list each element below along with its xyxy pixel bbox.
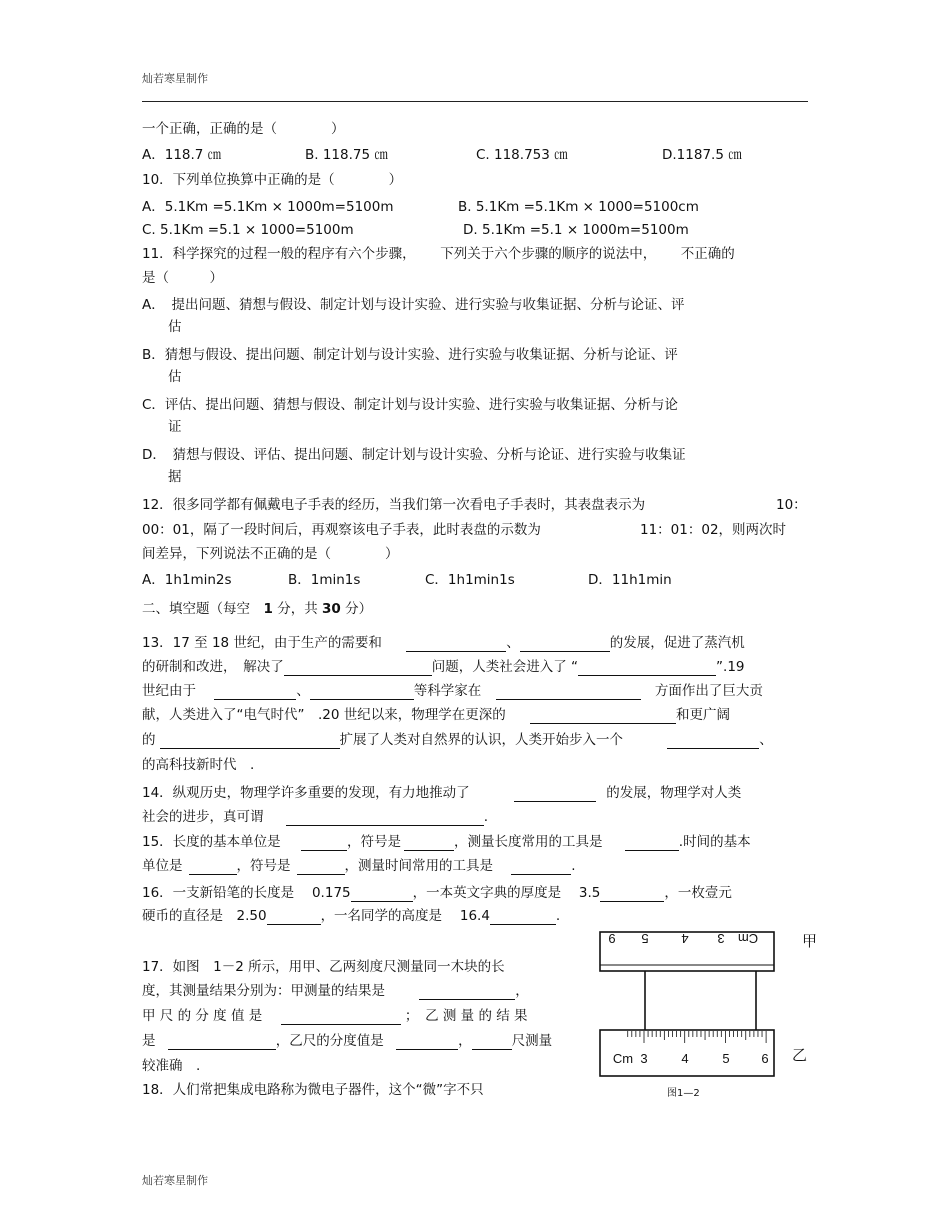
q17-line1: 17．如图 1－2 所示，用甲、乙两刻度尺测量同一木块的长 — [142, 959, 505, 975]
q11-option-c-cont: 证 — [168, 419, 182, 435]
q16-text: ，一名同学的高度是 16.4 — [320, 908, 490, 924]
q13-text: 的研制和改进， 解决了 — [142, 659, 284, 675]
q11-option-b-cont: 估 — [168, 369, 182, 385]
blank[interactable] — [511, 859, 571, 875]
q13-text: 13．17 至 18 世纪，由于生产的需要和 — [142, 635, 382, 651]
header-rule — [142, 101, 808, 102]
q13-line6: 的高科技新时代 . — [142, 757, 255, 773]
q15-text: . — [571, 858, 576, 874]
blank[interactable] — [396, 1034, 458, 1050]
q13-text: 问题，人类社会进入了 “ — [431, 659, 579, 675]
blank[interactable] — [578, 660, 716, 676]
blank[interactable] — [490, 909, 556, 925]
blank[interactable] — [530, 708, 676, 724]
ruler-a-tick-label: 5 — [641, 931, 649, 946]
blank[interactable] — [496, 684, 641, 700]
q17-text: ，乙尺的分度值是 — [275, 1033, 384, 1049]
q17-text: 是 — [142, 1033, 156, 1049]
q17-text: ； 乙 测 量 的 结 果 — [404, 1008, 528, 1024]
ruler-a-label: 甲 — [802, 932, 818, 950]
blank[interactable] — [214, 684, 296, 700]
q9-stem: 一个正确，正确的是（ ） — [142, 121, 345, 137]
q16-line2 — [142, 907, 560, 925]
q12-option-b: B．1min1s — [288, 572, 361, 588]
q13-sep: 、 — [506, 635, 520, 651]
q10-option-a: A．5.1Km =5.1Km × 1000m=5100m — [142, 199, 394, 215]
q11-option-d-cont: 据 — [168, 469, 182, 485]
q15-text: ，符号是 — [346, 834, 401, 850]
q15-line1 — [142, 833, 751, 851]
blank[interactable] — [404, 835, 454, 851]
ruler-b-tick-label: 4 — [681, 1051, 689, 1066]
q12-stem-time1: 10： — [776, 497, 807, 513]
q13-line4 — [142, 706, 730, 724]
q11-option-b: B．猜想与假设、提出问题、制定计划与设计实验、进行实验与收集证据、分析与论证、评 — [142, 347, 678, 363]
q17-line2 — [142, 982, 529, 1000]
q13-text: 方面作出了巨大贡 — [654, 683, 763, 699]
q9-option-c: C. 118.753 ㎝ — [476, 147, 568, 163]
q13-text: 的发展，促进了蒸汽机 — [609, 635, 745, 651]
q17-text: ， — [515, 983, 529, 999]
ruler-a-tick-label: 3 — [717, 931, 725, 946]
q11-stem-cont: 是（ ） — [142, 270, 223, 286]
section-2-post: 分） — [340, 601, 373, 617]
blank[interactable] — [189, 859, 237, 875]
header-author: 灿若寒星制作 — [142, 72, 208, 85]
q12-stem-line2: 00：01，隔了一段时间后，再观察该电子手表，此时表盘的示数为 — [142, 522, 541, 538]
q14-text: 的发展，物理学对人类 — [606, 785, 742, 801]
q10-stem: 10．下列单位换算中正确的是（ ） — [142, 172, 403, 188]
blank[interactable] — [520, 636, 610, 652]
q18-line1: 18．人们常把集成电路称为微电子器件，这个“微”字不只 — [142, 1082, 484, 1098]
q13-line2 — [142, 658, 745, 676]
q14-text: 14．纵观历史，物理学许多重要的发现，有力地推动了 — [142, 785, 470, 801]
blank[interactable] — [267, 909, 321, 925]
blank[interactable] — [351, 886, 413, 902]
ruler-b-label: 乙 — [792, 1046, 808, 1064]
blank[interactable] — [667, 733, 759, 749]
blank[interactable] — [472, 1034, 512, 1050]
ruler-a-tick-label: 4 — [681, 931, 689, 946]
blank[interactable] — [168, 1034, 276, 1050]
q16-line1 — [142, 884, 732, 902]
blank[interactable] — [284, 660, 432, 676]
q13-line5 — [142, 731, 773, 749]
q11-option-a-cont: 估 — [168, 319, 182, 335]
q13-text: 世纪由于 — [142, 683, 196, 699]
blank[interactable] — [600, 886, 664, 902]
ruler-b-tick-label: 3 — [640, 1051, 648, 1066]
q12-stem-time2: 11：01：02，则两次时 — [640, 522, 787, 538]
q14-line1 — [142, 784, 741, 802]
q16-text: ，一本英文字典的厚度是 3.5 — [412, 885, 601, 901]
q17-text: 度，其测量结果分别为：甲测量的结果是 — [142, 983, 385, 999]
q10-option-d: D. 5.1Km =5.1 × 1000m=5100m — [463, 222, 689, 238]
q17-line4 — [142, 1032, 552, 1050]
q12-option-c: C．1h1min1s — [425, 572, 515, 588]
q11-stem: 11．科学探究的过程一般的程序有六个步骤， 下列关于六个步骤的顺序的说法中， 不正确的 — [142, 246, 735, 262]
blank[interactable] — [625, 835, 679, 851]
q10-option-b: B. 5.1Km =5.1Km × 1000=5100cm — [458, 199, 699, 215]
q11-option-a: A． 提出问题、猜想与假设、制定计划与设计实验、进行实验与收集证据、分析与论证、评 — [142, 297, 685, 313]
q15-text: ，符号是 — [236, 858, 291, 874]
figure-caption: 图1—2 — [667, 1088, 700, 1099]
q15-text: ，测量长度常用的工具是 — [453, 834, 603, 850]
blank[interactable] — [406, 636, 506, 652]
q9-option-b: B. 118.75 ㎝ — [305, 147, 388, 163]
section-2-points: 1 — [263, 601, 273, 617]
q13-text: 等科学家在 — [413, 683, 482, 699]
blank[interactable] — [301, 835, 347, 851]
blank[interactable] — [297, 859, 345, 875]
q17-text: 甲 尺 的 分 度 值 是 — [142, 1008, 263, 1024]
section-2-total: 30 — [322, 601, 341, 617]
q15-text: .时间的基本 — [678, 834, 751, 850]
q16-text: . — [555, 908, 561, 924]
footer-author: 灿若寒星制作 — [142, 1174, 208, 1187]
q14-text: . — [483, 809, 489, 825]
ruler-b-tick-label: 5 — [722, 1051, 730, 1066]
ruler-b-tick-label: 6 — [761, 1051, 769, 1066]
q13-text: ”.19 — [716, 659, 745, 675]
blank[interactable] — [286, 810, 484, 826]
q13-text: 扩展了人类对自然界的认识，人类开始步入一个 — [339, 732, 623, 748]
q13-line3 — [142, 682, 763, 700]
blank[interactable] — [310, 684, 414, 700]
ruler-a-unit: Cm — [737, 931, 759, 946]
q17-line3 — [142, 1007, 528, 1025]
q10-option-c: C. 5.1Km =5.1 × 1000=5100m — [142, 222, 354, 238]
q13-sep: 、 — [759, 732, 773, 748]
q14-text: 社会的进步，真可谓 — [142, 809, 264, 825]
blank[interactable] — [281, 1009, 401, 1025]
q13-text: 献，人类进入了“电气时代” .20 世纪以来，物理学在更深的 — [142, 707, 506, 723]
q9-option-a: A．118.7 ㎝ — [142, 147, 222, 163]
q13-line1 — [142, 634, 745, 652]
q11-option-d: D． 猜想与假设、评估、提出问题、制定计划与设计实验、分析与论证、进行实验与收集证 — [142, 447, 686, 463]
q16-text: ，一枚壹元 — [664, 885, 732, 901]
q12-option-d: D．11h1min — [588, 572, 672, 588]
q11-option-c: C．评估、提出问题、猜想与假设、制定计划与设计实验、进行实验与收集证据、分析与论 — [142, 397, 678, 413]
ruler-a-tick-label: 9 — [608, 931, 616, 946]
section-2-heading — [142, 600, 372, 618]
section-2-pre: 二、填空题（每空 — [142, 601, 264, 617]
q13-text: 和更广阔 — [676, 707, 731, 723]
q15-text: 单位是 — [142, 858, 183, 874]
q17-line5: 较准确 . — [142, 1058, 201, 1074]
q9-option-d: D.1187.5 ㎝ — [662, 147, 742, 163]
blank[interactable] — [514, 786, 596, 802]
q13-sep: 、 — [296, 683, 310, 699]
q16-text: 16．一支新铅笔的长度是 0.175 — [142, 885, 351, 901]
q15-line2 — [142, 857, 576, 875]
ruler-b-unit: Cm — [612, 1051, 634, 1066]
q14-line2 — [142, 808, 488, 826]
blank[interactable] — [419, 984, 515, 1000]
q12-stem: 12．很多同学都有佩戴电子手表的经历，当我们第一次看电子手表时，其表盘表示为 — [142, 497, 646, 513]
q17-text: ， — [458, 1033, 472, 1049]
q15-text: ，测量时间常用的工具是 — [344, 858, 493, 874]
q16-text: 硬币的直径是 2.50 — [142, 908, 267, 924]
q17-text: 尺测量 — [511, 1033, 553, 1049]
q12-stem-line3: 间差异，下列说法不正确的是（ ） — [142, 546, 399, 562]
blank[interactable] — [160, 733, 340, 749]
q13-text: 的 — [142, 732, 156, 748]
q15-text: 15．长度的基本单位是 — [142, 834, 281, 850]
section-2-mid: 分，共 — [272, 601, 322, 617]
q12-option-a: A．1h1min2s — [142, 572, 232, 588]
ruler-figure — [592, 926, 824, 1102]
